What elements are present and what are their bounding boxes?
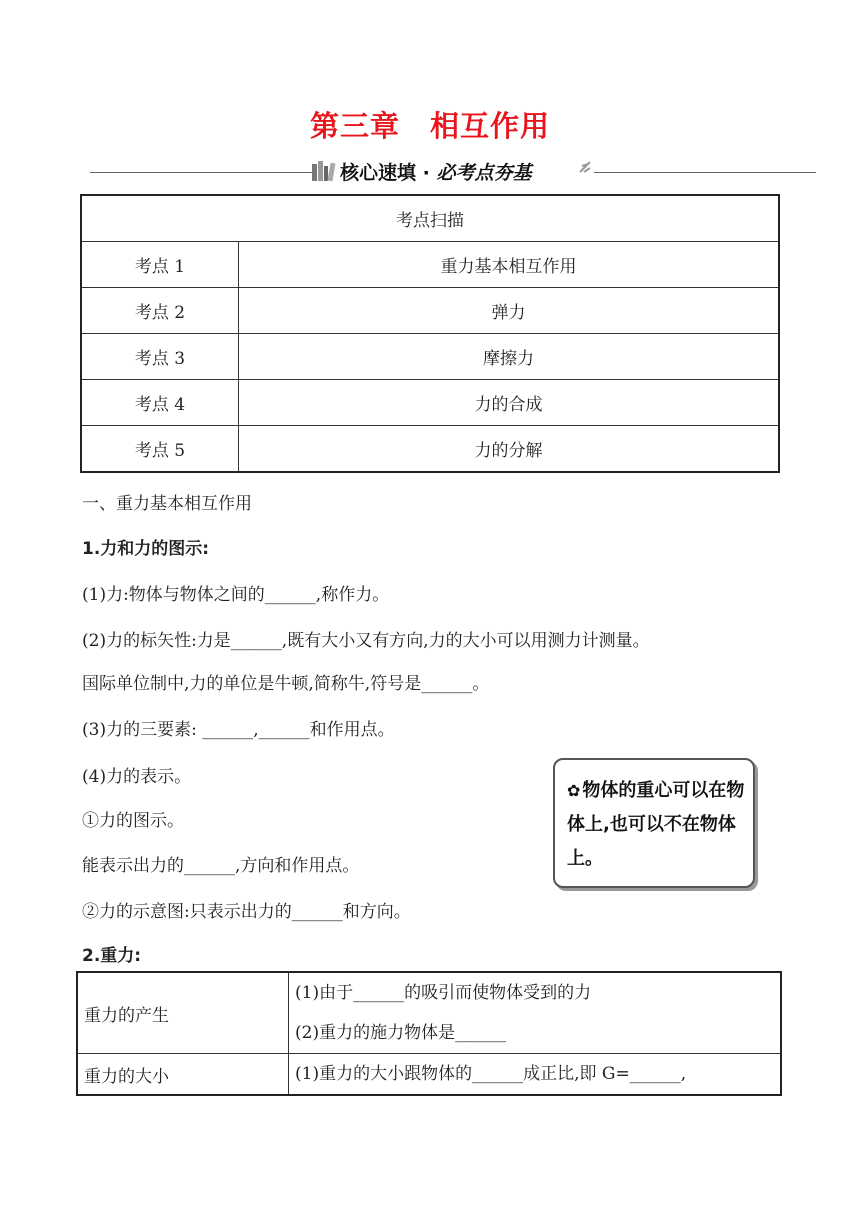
tip-box [553, 758, 755, 888]
spark-icon [578, 160, 592, 174]
row-header: 重力的大小 [77, 1054, 289, 1096]
table-row [77, 972, 781, 1054]
table-row [77, 1054, 781, 1096]
cell-line: (2)重力的施力物体是______ [295, 1023, 507, 1043]
banner-label: 核心速填 · 必考点夯基 [340, 162, 532, 184]
subsection-heading: 2.重力: [82, 946, 142, 966]
exam-points-table [80, 194, 780, 473]
cell-line: (1)重力的大小跟物体的______成正比,即 G=______, [295, 1064, 687, 1084]
text-line: ②力的示意图:只表示出力的______和方向。 [82, 902, 411, 922]
table-header: 考点扫描 [81, 195, 779, 242]
table-row: 考点 5 力的分解 [81, 426, 779, 473]
row-header: 重力的产生 [77, 972, 289, 1054]
table-row: 考点 1 重力基本相互作用 [81, 242, 779, 288]
flower-icon: ✿ [567, 781, 581, 800]
section-heading: 一、重力基本相互作用 [82, 494, 252, 514]
text-line: (4)力的表示。 [82, 767, 192, 787]
text-line: 国际单位制中,力的单位是牛顿,简称牛,符号是______。 [82, 674, 490, 694]
text-line: (2)力的标矢性:力是______,既有大小又有方向,力的大小可以用测力计测量。 [82, 631, 650, 651]
section-banner [90, 156, 816, 188]
banner-rule-right [594, 172, 816, 173]
table-row: 考点 3 摩擦力 [81, 334, 779, 380]
text-line: (1)力:物体与物体之间的______,称作力。 [82, 585, 390, 605]
books-icon [310, 158, 336, 182]
chapter-title: 第三章 相互作用 [309, 109, 550, 143]
text-line: (3)力的三要素: ______,______和作用点。 [82, 720, 395, 740]
cell-line: (1)由于______的吸引而使物体受到的力 [295, 983, 592, 1003]
table-row: 考点 4 力的合成 [81, 380, 779, 426]
subsection-heading: 1.力和力的图示: [82, 539, 210, 559]
banner-rule-left [90, 172, 312, 173]
gravity-table [76, 971, 782, 1096]
table-row: 考点 2 弹力 [81, 288, 779, 334]
tip-text: 物体的重心可以在物体上,也可以不在物体上。 [567, 780, 745, 869]
text-line: 能表示出力的______,方向和作用点。 [82, 856, 360, 876]
text-line: ①力的图示。 [82, 811, 184, 831]
